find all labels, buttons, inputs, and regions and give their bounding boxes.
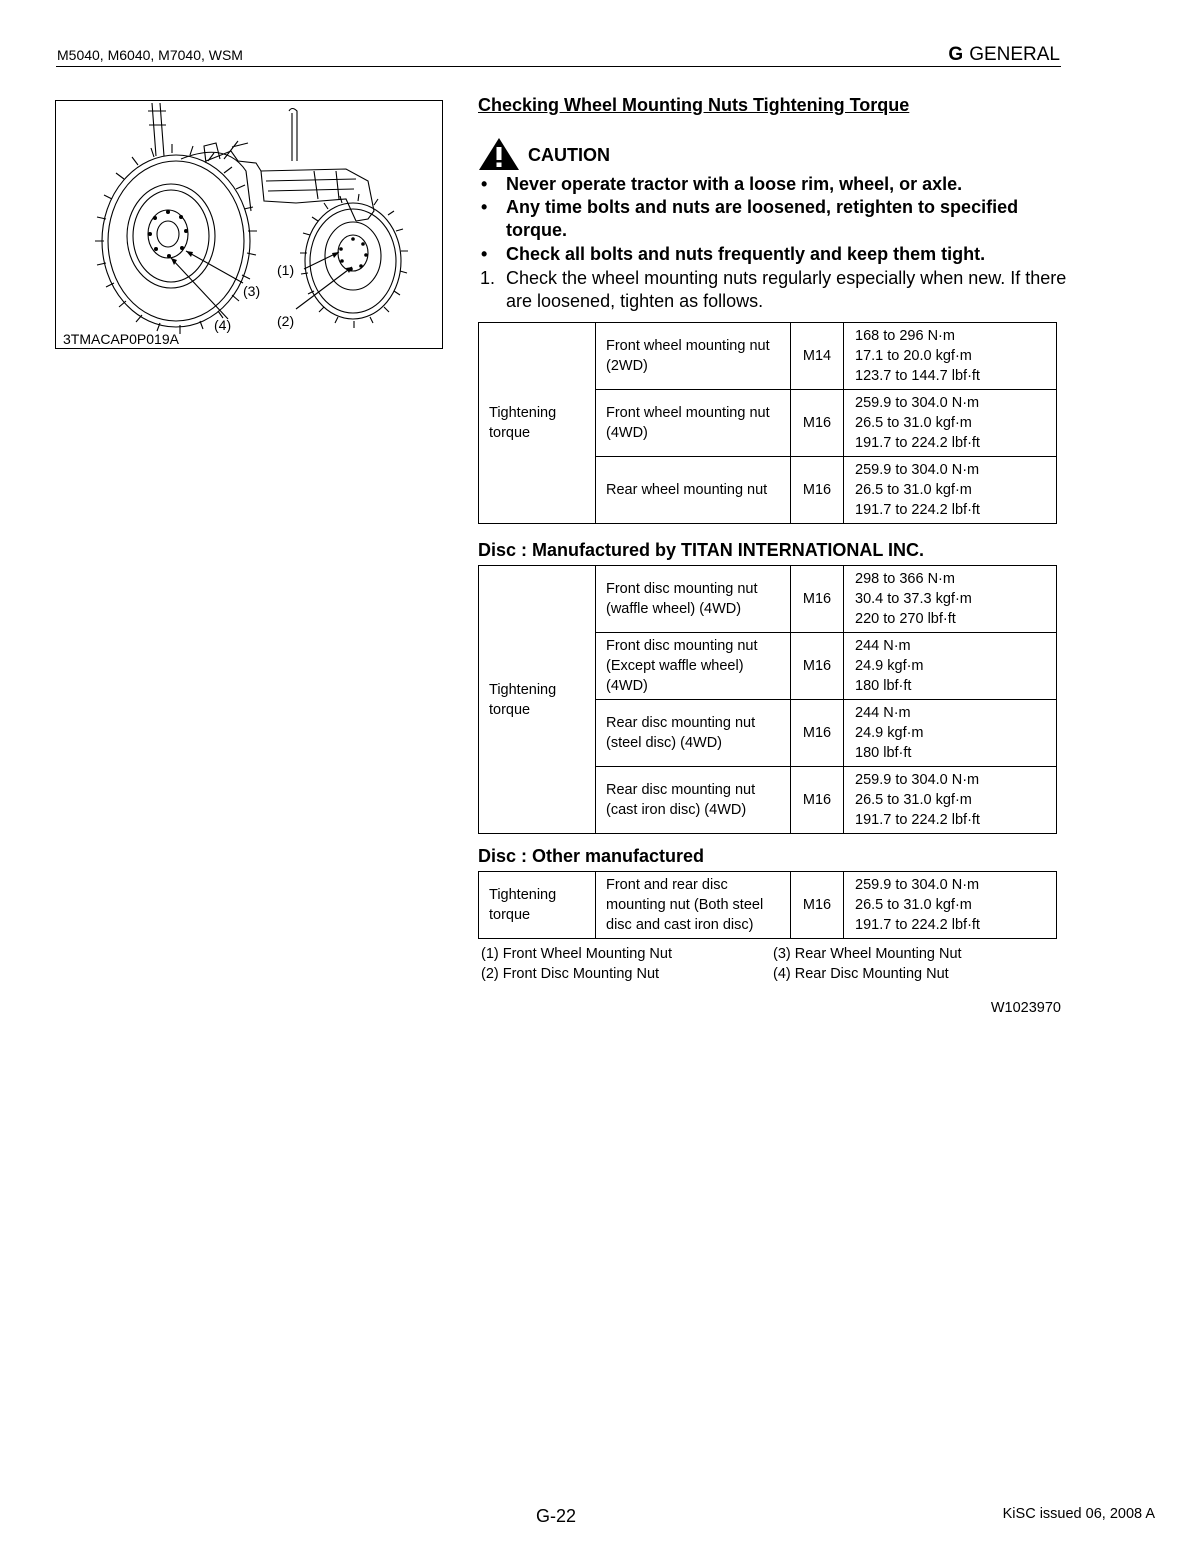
size-cell: M16: [791, 566, 844, 633]
header-section: [948, 44, 1060, 66]
legend-item: (4) Rear Disc Mounting Nut: [773, 966, 949, 982]
value-line: 191.7 to 224.2 lbf·ft: [855, 502, 980, 518]
bullet-dot-icon: •: [481, 197, 488, 217]
warning-triangle-icon: [478, 137, 520, 171]
value-line: 191.7 to 224.2 lbf·ft: [855, 812, 980, 828]
item-cell: Front and rear disc mounting nut (Both steel disc and cast iron disc): [596, 872, 791, 939]
page-number: G-22: [536, 1506, 577, 1526]
other-disc-heading: Disc : Other manufactured: [478, 846, 705, 866]
caution-bullet: [478, 173, 1068, 196]
group-label: Tightening torque: [479, 323, 596, 524]
item-cell: Rear disc mounting nut (cast iron disc) (4WD): [596, 767, 791, 834]
table-row: [479, 323, 1057, 390]
legend-item: (2) Front Disc Mounting Nut: [481, 966, 660, 982]
value-cell: [844, 767, 1057, 834]
item-cell: Front wheel mounting nut (4WD): [596, 390, 791, 457]
value-line: 24.9 kgf·m: [855, 725, 924, 741]
tractor-illustration: [56, 101, 444, 350]
bullet-dot-icon: •: [481, 174, 488, 194]
legend-item: (1) Front Wheel Mounting Nut: [481, 946, 672, 962]
size-cell: M16: [791, 390, 844, 457]
caution-bullet-text: Check all bolts and nuts frequently and keep them tight.: [506, 244, 986, 264]
value-line: 191.7 to 224.2 lbf·ft: [855, 917, 980, 933]
size-cell: M16: [791, 872, 844, 939]
value-line: 259.9 to 304.0 N·m: [855, 462, 980, 478]
table-row: [479, 566, 1057, 633]
caution-bullet-text: Never operate tractor with a loose rim, wheel, or axle.: [506, 174, 963, 194]
item-cell: Rear wheel mounting nut: [596, 457, 791, 524]
value-line: 123.7 to 144.7 lbf·ft: [855, 368, 980, 384]
size-cell: M16: [791, 633, 844, 700]
figure-code: 3TMACAP0P019A: [63, 331, 179, 347]
bullet-dot-icon: •: [481, 244, 488, 264]
section-letter: G: [948, 44, 964, 65]
value-line: 180 lbf·ft: [855, 678, 912, 694]
wheel-torque-table: [478, 322, 1057, 524]
section-name: GENERAL: [969, 44, 1060, 65]
titan-disc-torque-table: [478, 565, 1057, 834]
value-line: 259.9 to 304.0 N·m: [855, 772, 980, 788]
value-line: 220 to 270 lbf·ft: [855, 611, 956, 627]
value-line: 30.4 to 37.3 kgf·m: [855, 591, 972, 607]
caution-bullet: [478, 196, 1078, 242]
value-line: 168 to 296 N·m: [855, 328, 955, 344]
document-code: W1023970: [990, 1000, 1061, 1016]
tractor-figure: [55, 100, 443, 349]
value-line: 24.9 kgf·m: [855, 658, 924, 674]
size-cell: M16: [791, 457, 844, 524]
header-models: M5040, M6040, M7040, WSM: [57, 47, 243, 63]
value-line: 298 to 366 N·m: [855, 571, 955, 587]
value-cell: [844, 390, 1057, 457]
item-cell: Front disc mounting nut (Except waffle wheel) (4WD): [596, 633, 791, 700]
titan-disc-heading: Disc : Manufactured by TITAN INTERNATIONAL INC.: [478, 540, 925, 560]
instruction-step: [478, 267, 1068, 313]
value-line: 259.9 to 304.0 N·m: [855, 395, 980, 411]
size-cell: M16: [791, 767, 844, 834]
item-cell: Front wheel mounting nut (2WD): [596, 323, 791, 390]
value-line: 244 N·m: [855, 705, 911, 721]
value-line: 244 N·m: [855, 638, 911, 654]
value-line: 180 lbf·ft: [855, 745, 912, 761]
value-line: 26.5 to 31.0 kgf·m: [855, 792, 972, 808]
value-line: 26.5 to 31.0 kgf·m: [855, 415, 972, 431]
figure-callout-2: (2): [277, 313, 295, 329]
value-line: 26.5 to 31.0 kgf·m: [855, 482, 972, 498]
figure-callout-3: (3): [243, 283, 261, 299]
value-cell: [844, 457, 1057, 524]
issue-info: KiSC issued 06, 2008 A: [1002, 1506, 1155, 1522]
group-label: Tightening torque: [479, 872, 596, 939]
caution-bullet-text: Any time bolts and nuts are loosened, retighten to specified torque.: [506, 197, 1019, 240]
item-cell: Rear disc mounting nut (steel disc) (4WD): [596, 700, 791, 767]
header-rule: [56, 66, 1061, 67]
figure-callout-1: (1): [277, 262, 295, 278]
caution-bullet: [478, 243, 1068, 266]
step-number: 1.: [480, 268, 496, 288]
section-title: Checking Wheel Mounting Nuts Tightening Torque: [478, 95, 910, 115]
value-line: 259.9 to 304.0 N·m: [855, 877, 980, 893]
table-row: [479, 872, 1057, 939]
value-cell: [844, 700, 1057, 767]
size-cell: M16: [791, 700, 844, 767]
other-disc-torque-table: [478, 871, 1057, 939]
value-line: 191.7 to 224.2 lbf·ft: [855, 435, 980, 451]
legend-item: (3) Rear Wheel Mounting Nut: [773, 946, 962, 962]
item-cell: Front disc mounting nut (waffle wheel) (4WD): [596, 566, 791, 633]
value-cell: [844, 872, 1057, 939]
value-cell: [844, 323, 1057, 390]
group-label: Tightening torque: [479, 566, 596, 834]
caution-label: CAUTION: [528, 145, 610, 165]
value-line: 17.1 to 20.0 kgf·m: [855, 348, 972, 364]
value-line: 26.5 to 31.0 kgf·m: [855, 897, 972, 913]
step-text: Check the wheel mounting nuts regularly especially when new. If there are loosened, tighten as follows.: [506, 268, 1067, 311]
figure-callout-4: (4): [214, 317, 232, 333]
size-cell: M14: [791, 323, 844, 390]
value-cell: [844, 633, 1057, 700]
value-cell: [844, 566, 1057, 633]
